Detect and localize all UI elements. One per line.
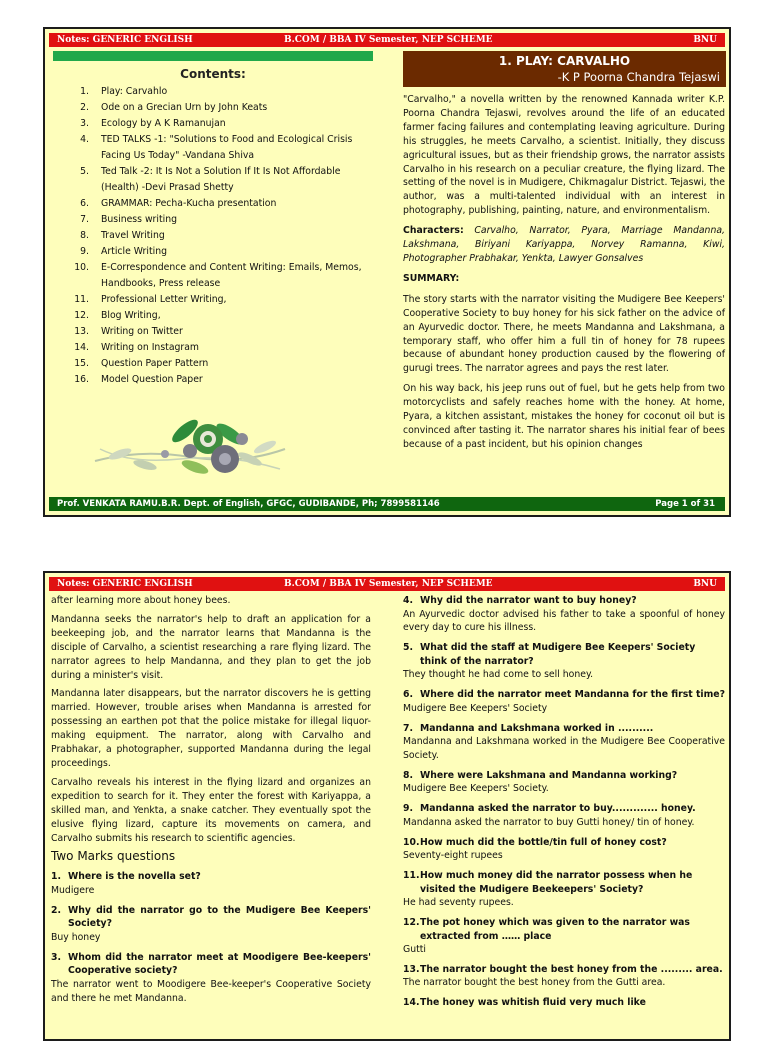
answer: Mandanna and Lakshmana worked in the Mudigere Bee Cooperative Society. bbox=[403, 736, 725, 762]
toc-num: 2. bbox=[80, 102, 89, 113]
question-text: What did the staff at Mudigere Bee Keepers' Society think of the narrator? bbox=[420, 642, 696, 667]
characters-paragraph bbox=[403, 224, 725, 266]
question-text: Whom did the narrator meet at Moodigere Bee-keepers' Cooperative society? bbox=[68, 951, 371, 977]
toc-item[interactable] bbox=[59, 292, 375, 308]
question-item bbox=[403, 594, 725, 635]
question bbox=[403, 996, 725, 1010]
question bbox=[403, 594, 725, 608]
toc-num: 4. bbox=[80, 134, 89, 145]
question-number: 1. bbox=[51, 871, 62, 883]
answer: The narrator went to Moodigere Bee-keeper's Cooperative Society and there he met Mandanna. bbox=[51, 978, 371, 1004]
toc-text: Question Paper Pattern bbox=[101, 358, 209, 369]
toc-item[interactable] bbox=[59, 260, 375, 292]
summary-heading: SUMMARY: bbox=[403, 272, 460, 284]
header-university: BNU bbox=[693, 579, 717, 589]
page-number: Page 1 of 31 bbox=[655, 499, 715, 509]
answer: Mandanna asked the narrator to buy Gutti honey/ tin of honey. bbox=[403, 816, 695, 828]
floral-ornament-icon bbox=[90, 409, 290, 489]
question bbox=[403, 688, 725, 702]
question bbox=[403, 641, 725, 668]
answer: They thought he had come to sell honey. bbox=[403, 669, 594, 681]
question-text: The honey was whitish fluid very much like bbox=[420, 997, 646, 1009]
toc-num: 8. bbox=[80, 230, 89, 241]
question-text: How much did the bottle/tin full of honey cost? bbox=[420, 836, 667, 848]
question bbox=[403, 722, 725, 736]
page-footer bbox=[49, 497, 725, 511]
toc-text: Travel Writing bbox=[101, 230, 165, 241]
toc-text: Ode on a Grecian Urn by John Keats bbox=[101, 102, 268, 113]
question-number: 5. bbox=[403, 642, 414, 654]
toc-item[interactable] bbox=[59, 196, 375, 212]
answer: Mudigere bbox=[51, 884, 95, 896]
toc-item[interactable] bbox=[59, 244, 375, 260]
document-page-1 bbox=[43, 27, 731, 517]
toc-item[interactable] bbox=[59, 212, 375, 228]
toc-num: 5. bbox=[80, 166, 89, 177]
question bbox=[403, 802, 725, 816]
question-number: 7. bbox=[403, 722, 414, 734]
toc-num: 15. bbox=[74, 358, 89, 369]
table-of-contents bbox=[59, 84, 375, 388]
header-course: B.COM / BBA IV Semester, NEP SCHEME bbox=[284, 35, 493, 45]
header-subject: Notes: GENERIC ENGLISH bbox=[57, 579, 193, 589]
summary-paragraph: Carvalho reveals his interest in the flying lizard and organizes an expedition to search for it. They enter the forest with Kariyappa, a skilled man, and Yenkta, a snake catcher. They eventually spot the elusive flying lizard, capture its movements on camera, and Carvalho submits his research to scientific agencies. bbox=[51, 776, 371, 844]
toc-num: 11. bbox=[74, 294, 89, 305]
header-subject: Notes: GENERIC ENGLISH bbox=[57, 35, 193, 45]
question bbox=[403, 869, 725, 896]
toc-item[interactable] bbox=[59, 372, 375, 388]
toc-text: Model Question Paper bbox=[101, 374, 203, 385]
toc-text: Writing on Twitter bbox=[101, 326, 183, 337]
question-number: 8. bbox=[403, 769, 414, 781]
question-item bbox=[403, 996, 725, 1010]
answer: An Ayurvedic doctor advised his father to take a spoonful of honey every day to cure his illness. bbox=[403, 608, 725, 634]
page-header bbox=[49, 577, 725, 591]
question-text: Where were Lakshmana and Mandanna working? bbox=[420, 769, 678, 781]
answer: Buy honey bbox=[51, 931, 101, 943]
question-number: 14. bbox=[403, 997, 420, 1009]
answer: Mudigere Bee Keepers' Society bbox=[403, 702, 548, 714]
question-text: Why did the narrator want to buy honey? bbox=[420, 595, 637, 606]
question bbox=[403, 963, 725, 977]
summary-paragraph: The story starts with the narrator visiting the Mudigere Bee Keepers' Cooperative Society to buy honey for his sick father on the advice of an Ayurvedic doctor. There, he meets Mandanna and Lakshmana, a temporary staff, who offer him a full tin of honey for 78 rupees because of abundant honey production caused by the flowering of gurugi trees. The narrator agrees and pays the rest later. bbox=[403, 293, 725, 375]
header-university: BNU bbox=[693, 35, 717, 45]
toc-item[interactable] bbox=[59, 340, 375, 356]
summary-paragraph: Mandanna seeks the narrator's help to draft an application for a beekeeping job, and the narrator learns that Mandanna is the disciple of Carvalho, a scientist researching a rare flying lizard. The narrator agrees to help Mandanna, and they plan to get the job during a minister's visit. bbox=[51, 613, 371, 681]
toc-text: Article Writing bbox=[101, 246, 167, 257]
toc-item[interactable] bbox=[59, 84, 375, 100]
page-header bbox=[49, 33, 725, 47]
play-title: 1. PLAY: CARVALHO bbox=[498, 54, 631, 68]
question-number: 11. bbox=[403, 870, 420, 882]
question-item bbox=[403, 802, 725, 829]
toc-item[interactable] bbox=[59, 356, 375, 372]
toc-text: GRAMMAR: Pecha-Kucha presentation bbox=[101, 198, 277, 209]
question-text: How much money did the narrator possess when he visited the Mudigere Beekeepers' Society? bbox=[420, 870, 693, 895]
toc-text: Play: Carvahlo bbox=[101, 86, 168, 97]
characters-label: Characters: bbox=[403, 225, 464, 237]
toc-num: 12. bbox=[74, 310, 89, 321]
characters-list: Carvalho, Narrator, Pyara, Marriage Mandanna, Lakshmana, Biriyani Kariyappa, Norvey Ramanna, Kiwi, Photographer Prabhakar, Yenkta, Lawyer Gonsalves bbox=[403, 225, 725, 264]
toc-item[interactable] bbox=[59, 324, 375, 340]
toc-text: Ted Talk -2: It Is Not a Solution If It Is Not Affordable (Health) -Devi Prasad Shetty bbox=[101, 166, 341, 193]
toc-text: TED TALKS -1: "Solutions to Food and Ecological Crisis Facing Us Today" -Vandana Shiva bbox=[101, 134, 353, 161]
play-intro-column bbox=[403, 93, 725, 458]
toc-text: E-Correspondence and Content Writing: Emails, Memos, Handbooks, Press release bbox=[101, 262, 362, 289]
answer: The narrator bought the best honey from the Gutti area. bbox=[403, 977, 666, 989]
question-text: Mandanna and Lakshmana worked in .......... bbox=[420, 722, 654, 734]
toc-item[interactable] bbox=[59, 228, 375, 244]
question-text: The pot honey which was given to the narrator was extracted from …… place bbox=[420, 917, 690, 942]
summary-continued-column bbox=[51, 594, 371, 1011]
question-text: The narrator bought the best honey from the ......... area. bbox=[420, 963, 723, 975]
toc-num: 14. bbox=[74, 342, 89, 353]
question-item bbox=[403, 869, 725, 910]
question bbox=[51, 951, 371, 978]
play-author: -K P Poorna Chandra Tejaswi bbox=[557, 70, 720, 84]
question-text: Where did the narrator meet Mandanna for the first time? bbox=[420, 689, 725, 701]
question bbox=[403, 916, 725, 943]
question-text: Mandanna asked the narrator to buy............. honey. bbox=[420, 803, 696, 815]
accent-bar bbox=[53, 51, 373, 61]
question-number: 10. bbox=[403, 836, 420, 848]
question-item bbox=[51, 870, 371, 897]
question-item bbox=[403, 722, 725, 763]
question-text: Why did the narrator go to the Mudigere Bee Keepers' Society? bbox=[68, 904, 371, 930]
question-number: 3. bbox=[51, 951, 62, 963]
toc-item[interactable] bbox=[59, 132, 375, 164]
toc-text: Business writing bbox=[101, 214, 177, 225]
question-number: 13. bbox=[403, 963, 420, 975]
toc-num: 7. bbox=[80, 214, 89, 225]
question-item bbox=[403, 769, 725, 796]
toc-num: 3. bbox=[80, 118, 89, 129]
question-item bbox=[403, 916, 725, 957]
document-page-2 bbox=[43, 571, 731, 1041]
toc-item[interactable] bbox=[59, 100, 375, 116]
toc-text: Blog Writing, bbox=[101, 310, 161, 321]
question bbox=[51, 904, 371, 931]
question-number: 4. bbox=[403, 595, 414, 606]
toc-num: 13. bbox=[74, 326, 89, 337]
questions-column bbox=[403, 594, 725, 1016]
question-item bbox=[403, 836, 725, 863]
toc-text: Writing on Instagram bbox=[101, 342, 199, 353]
question-item bbox=[403, 963, 725, 990]
question-item bbox=[51, 904, 371, 945]
toc-num: 1. bbox=[80, 86, 89, 97]
answer: He had seventy rupees. bbox=[403, 897, 514, 909]
contents-title: Contents: bbox=[180, 67, 246, 81]
question-item bbox=[403, 641, 725, 682]
toc-num: 10. bbox=[74, 262, 89, 273]
two-marks-heading: Two Marks questions bbox=[51, 849, 176, 864]
header-course: B.COM / BBA IV Semester, NEP SCHEME bbox=[284, 579, 493, 589]
play-title-banner bbox=[403, 51, 726, 87]
toc-num: 6. bbox=[80, 198, 89, 209]
summary-paragraph: after learning more about honey bees. bbox=[51, 595, 231, 606]
question bbox=[403, 836, 725, 850]
question-item bbox=[403, 688, 725, 715]
footer-author: Prof. VENKATA RAMU.B.R. Dept. of English, GFGC, GUDIBANDE, Ph; 7899581146 bbox=[57, 499, 440, 509]
toc-text: Professional Letter Writing, bbox=[101, 294, 227, 305]
toc-num: 9. bbox=[80, 246, 89, 257]
answer: Seventy-eight rupees bbox=[403, 850, 503, 862]
question-item bbox=[51, 951, 371, 1006]
toc-item[interactable] bbox=[59, 116, 375, 132]
summary-paragraph: On his way back, his jeep runs out of fuel, but he gets help from two motorcyclists and safely reaches home with the honey. At home, Pyara, a kitchen assistant, mistakes the honey for coconut oil but is convinced after tasting it. The narrator shares his initial fear of bees because of a past incident, but his opinion changes bbox=[403, 383, 725, 450]
question bbox=[51, 870, 371, 884]
toc-num: 16. bbox=[74, 374, 89, 385]
toc-text: Ecology by A K Ramanujan bbox=[101, 118, 226, 129]
question-number: 9. bbox=[403, 803, 414, 815]
answer: Gutti bbox=[403, 944, 426, 956]
question-text: Where is the novella set? bbox=[68, 871, 201, 883]
question bbox=[403, 769, 725, 783]
toc-item[interactable] bbox=[59, 164, 375, 196]
question-number: 12. bbox=[403, 917, 420, 929]
summary-paragraph: Mandanna later disappears, but the narrator discovers he is getting married. However, trouble arises when Mandanna is arrested for possessing an earthen pot that the police mistake for illegal liquor-making equipment. The narrator, along with Carvalho and Prabhakar, a photographer, supported Mandanna during the legal proceedings. bbox=[51, 688, 371, 769]
intro-paragraph: "Carvalho," a novella written by the renowned Kannada writer K.P. Poorna Chandra Tejaswi, revolves around the life of an educated farmer facing failures and contemplating leaving agriculture. During his struggles, he meets Carvalho, a scientist. Initially, they discuss agricultural issues, but as their friendship grows, the narrator assists Carvalho in his research on a peculiar creature, the flying lizard. The setting of the novel is in Mudigere, Chikmagalur District. Tejaswi, the author, was a multi-talented individual with an interest in photography, publishing, painting, nature, and environmentalism. bbox=[403, 94, 725, 217]
toc-item[interactable] bbox=[59, 308, 375, 324]
answer: Mudigere Bee Keepers' Society. bbox=[403, 783, 549, 795]
question-number: 2. bbox=[51, 904, 62, 916]
question-number: 6. bbox=[403, 689, 414, 701]
